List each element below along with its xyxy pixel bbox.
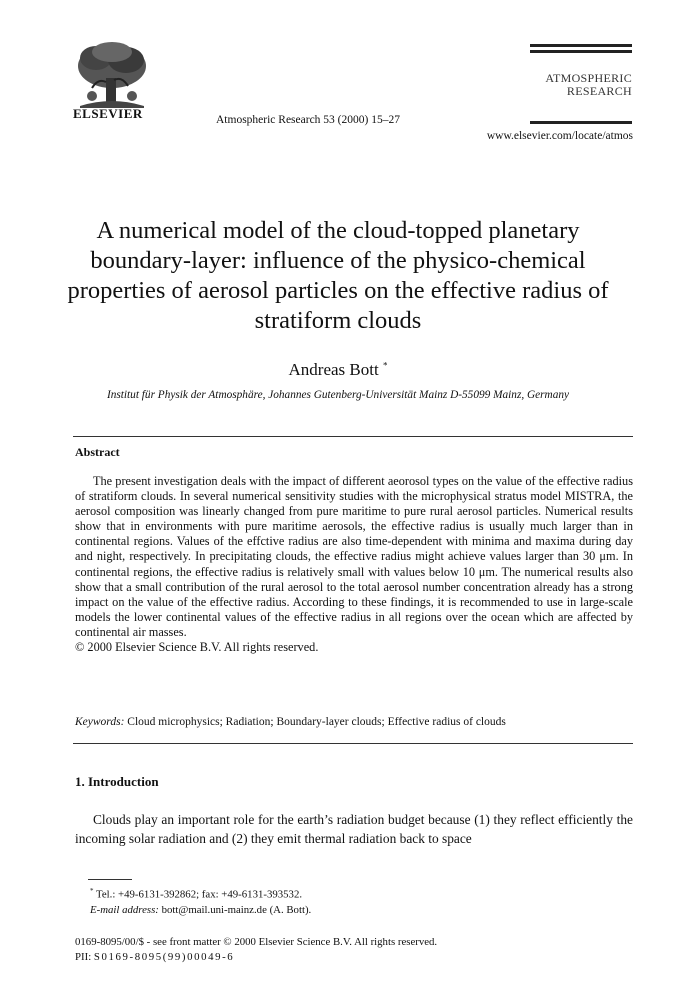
author-name: Andreas Bott: [288, 360, 379, 379]
keywords-label: Keywords:: [75, 716, 125, 728]
pii-line: [75, 950, 635, 965]
journal-citation: Atmospheric Research 53 (2000) 15–27: [216, 114, 400, 126]
introduction-body: [75, 810, 633, 848]
author-footnote: [90, 884, 590, 918]
abstract-copyright: © 2000 Elsevier Science B.V. All rights reserved.: [75, 640, 319, 655]
footnote-contact: Tel.: +49-6131-392862; fax: +49-6131-393532.: [96, 888, 303, 901]
publisher-name: ELSEVIER: [73, 106, 143, 121]
journal-url-link[interactable]: www.elsevier.com/locate/atmos: [486, 130, 633, 142]
abstract-body: [75, 474, 633, 655]
pii-value: S0169-8095(99)00049-6: [93, 951, 235, 963]
journal-name-line1: ATMOSPHERIC: [545, 71, 632, 85]
email-label: E-mail address:: [90, 903, 159, 916]
masthead-bottom-rule: [530, 121, 632, 124]
issn-line: 0169-8095/00/$ - see front matter © 2000 Elsevier Science B.V. All rights reserved.: [75, 936, 438, 948]
introduction-paragraph: Clouds play an important role for the earth’s radiation budget because (1) they reflect efficiently the incoming solar radiation and (2) they emit thermal radiation back to space: [75, 812, 633, 846]
email-address-link[interactable]: bott@mail.uni-mainz.de (A. Bott).: [161, 903, 312, 916]
article-title: A numerical model of the cloud-topped planetary boundary-layer: influence of the physico-chemical properties of aerosol particles on the effective radius of stratiform clouds: [67, 217, 609, 334]
pii-label: PII:: [75, 951, 92, 963]
keywords-text: Cloud microphysics; Radiation; Boundary-layer clouds; Effective radius of clouds: [127, 716, 506, 728]
journal-name-line2: RESEARCH: [566, 84, 632, 98]
front-matter: [75, 935, 635, 965]
keywords: [75, 716, 635, 728]
abstract-text: The present investigation deals with the impact of different aeorosol types on the value of the effective radius of stratiform clouds. In several numerical sensitivity studies with the microphysical stratus model MISTRA, the aerosol composition was linearly changed from pure maritime to pure rural aerosol particles. Numerical results show that in environments with pure maritime aerosols, the effective radius is usually much larger than in continental regions. Values of the effctive radius are also time-dependent with minima and maxima during day and night, respectively. In precipitating clouds, the effective radius might achieve values larger than 30 μm. In continental regions, the effective radius is relatively small with values below 10 μm. The numerical results also show that a small contribution of the rural aerosol to the total aerosol number concentration already has a strong impact on the value of the effective radius. According to these findings, it is recommended to use in large-scale models the lower continental values of the effective radius in all regions over the ocean which are affected by continental air masses.: [75, 474, 633, 639]
abstract-bottom-rule: [73, 743, 633, 744]
abstract-top-rule: [73, 436, 633, 437]
author-footnote-mark[interactable]: *: [382, 360, 388, 371]
author-line: [0, 360, 676, 380]
section-heading-introduction: 1. Introduction: [75, 774, 159, 789]
abstract-heading: Abstract: [75, 445, 120, 459]
journal-name: [520, 72, 632, 98]
footnote-mark: *: [90, 887, 94, 895]
journal-masthead-rules: [530, 44, 632, 56]
author-affiliation: Institut für Physik der Atmosphäre, Johannes Gutenberg-Universität Mainz D-55099 Mainz, Germany: [106, 389, 570, 401]
footnote-rule: [88, 879, 132, 880]
